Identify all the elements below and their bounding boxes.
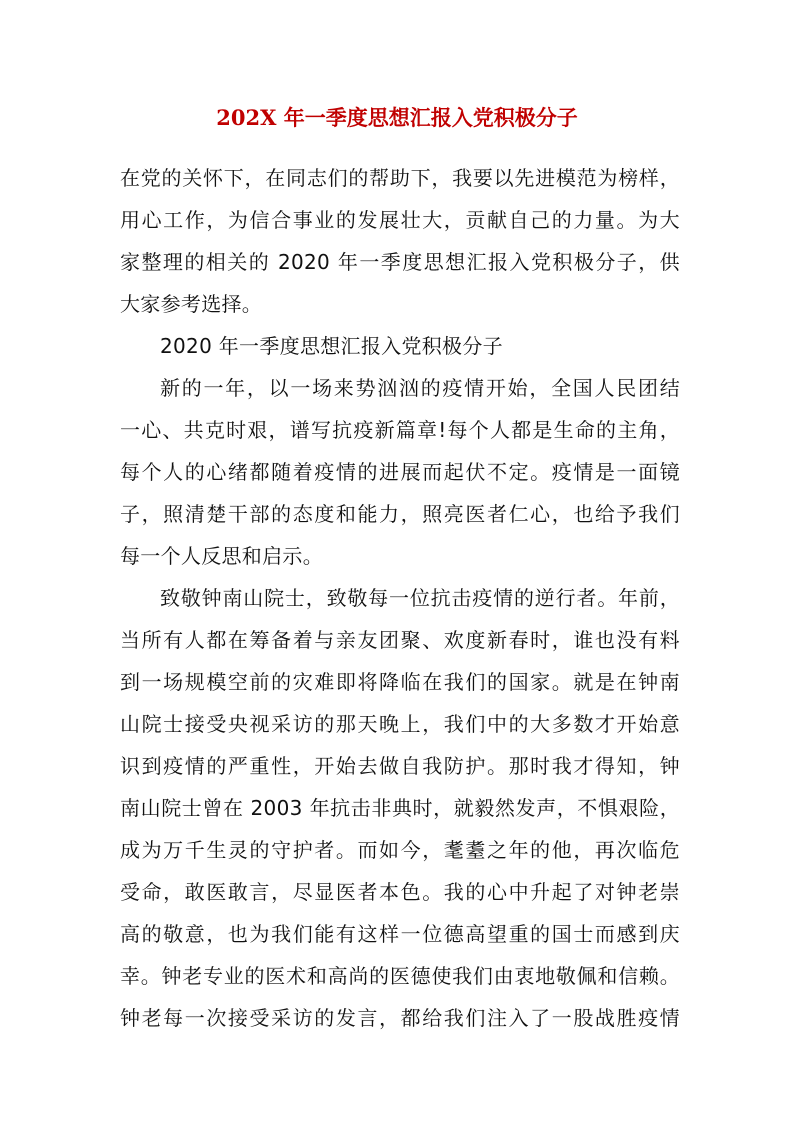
paragraph-line: 成为万千生灵的守护者。而如今，耄耋之年的他，再次临危	[120, 838, 680, 862]
paragraph-line: 到一场规模空前的灾难即将降临在我们的国家。就是在钟南	[120, 670, 680, 694]
section-heading: 2020 年一季度思想汇报入党积极分子	[160, 334, 503, 358]
paragraph-line: 新的一年，以一场来势汹汹的疫情开始，全国人民团结	[160, 376, 680, 400]
paragraph-line: 大家参考选择。	[120, 292, 263, 316]
paragraph-line: 子，照清楚干部的态度和能力，照亮医者仁心，也给予我们	[120, 502, 680, 526]
paragraph-line: 家整理的相关的 2020 年一季度思想汇报入党积极分子，供	[120, 250, 680, 274]
paragraph-line: 每一个人反思和启示。	[120, 544, 323, 568]
paragraph-line: 一心、共克时艰，谱写抗疫新篇章!每个人都是生命的主角，	[120, 418, 680, 442]
paragraph-line: 在党的关怀下，在同志们的帮助下，我要以先进模范为榜样，	[120, 166, 680, 190]
paragraph-line: 南山院士曾在 2003 年抗击非典时，就毅然发声，不惧艰险，	[120, 796, 680, 820]
paragraph-line: 幸。钟老专业的医术和高尚的医德使我们由衷地敬佩和信赖。	[120, 964, 680, 988]
paragraph-line: 当所有人都在筹备着与亲友团聚、欢度新春时，谁也没有料	[120, 628, 680, 652]
paragraph-line: 山院士接受央视采访的那天晚上，我们中的大多数才开始意	[120, 712, 680, 736]
paragraph-line: 钟老每一次接受采访的发言，都给我们注入了一股战胜疫情	[120, 1006, 680, 1030]
paragraph-line: 受命，敢医敢言，尽显医者本色。我的心中升起了对钟老崇	[120, 880, 680, 904]
document-title: 202X 年一季度思想汇报入党积极分子	[216, 105, 578, 130]
paragraph-line: 致敬钟南山院士，致敬每一位抗击疫情的逆行者。年前，	[160, 586, 680, 610]
paragraph-line: 每个人的心绪都随着疫情的进展而起伏不定。疫情是一面镜	[120, 460, 680, 484]
paragraph-line: 识到疫情的严重性，开始去做自我防护。那时我才得知，钟	[120, 754, 680, 778]
paragraph-line: 高的敬意，也为我们能有这样一位德高望重的国士而感到庆	[120, 922, 680, 946]
paragraph-line: 用心工作，为信合事业的发展壮大，贡献自己的力量。为大	[120, 208, 680, 232]
